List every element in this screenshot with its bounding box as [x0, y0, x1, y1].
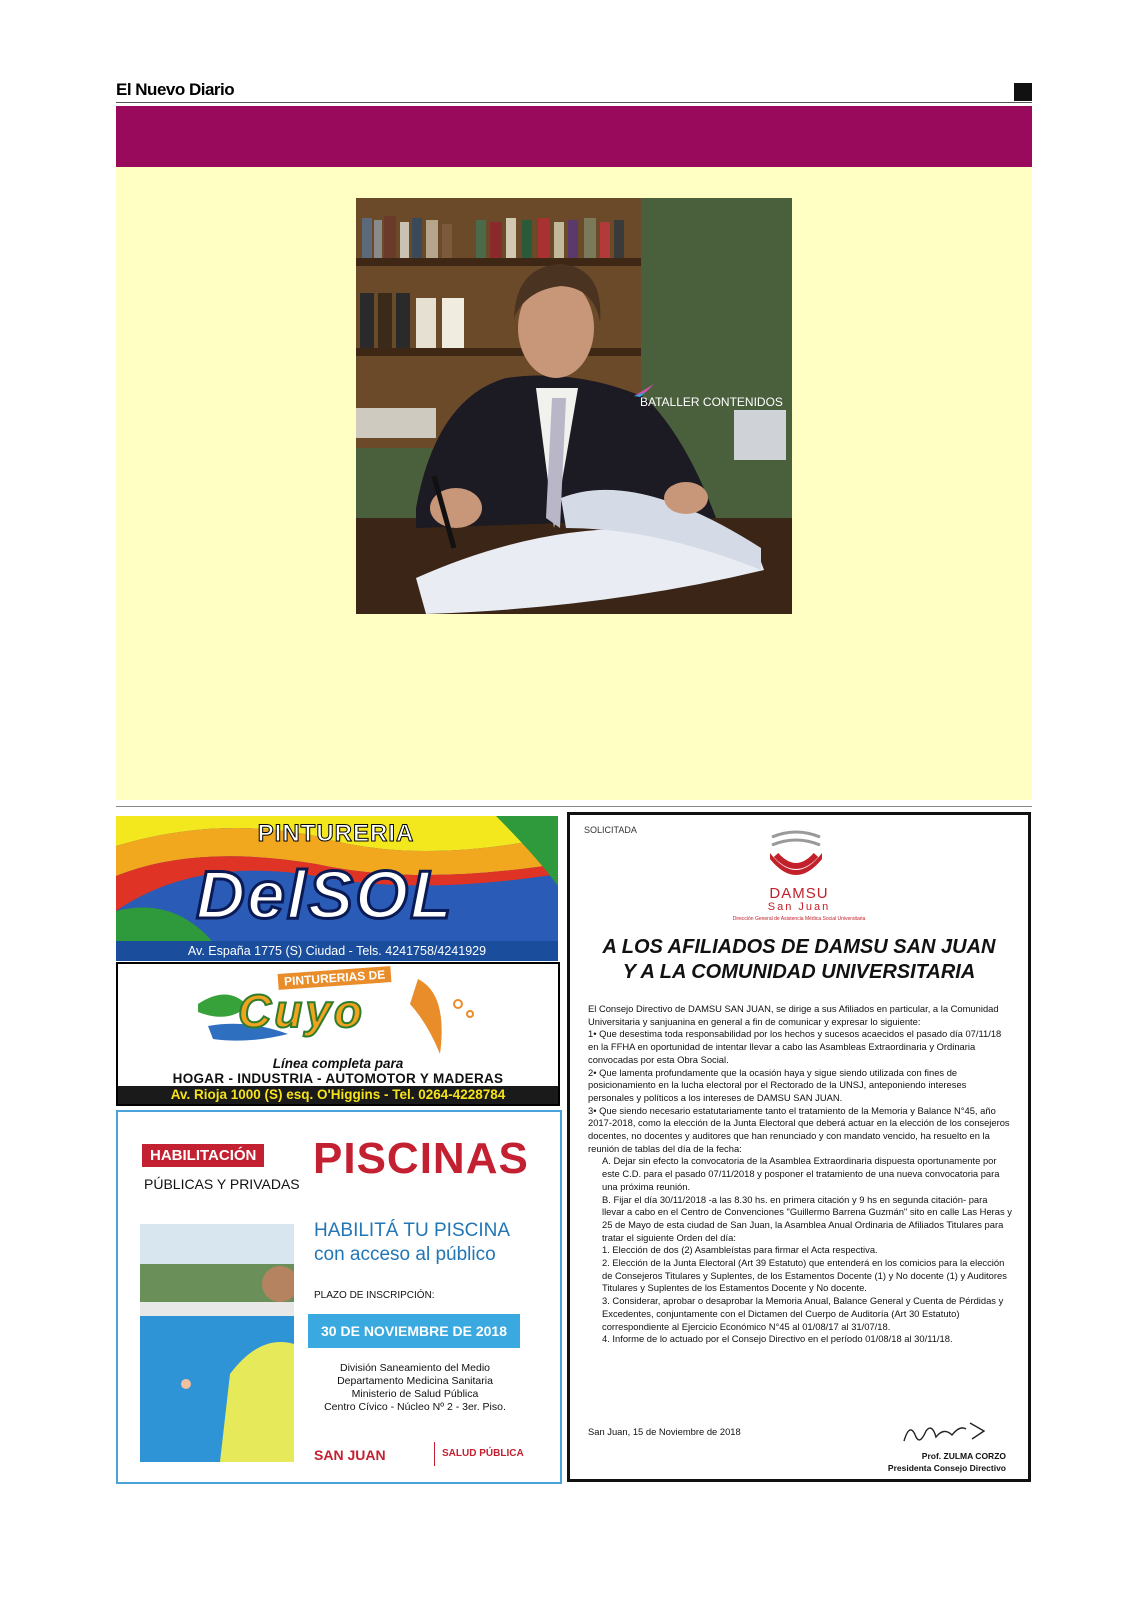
ad-piscinas[interactable] [116, 1110, 562, 1484]
salud-publica-logo: SALUD PÚBLICA [442, 1448, 524, 1459]
pool-badge-sub: PÚBLICAS Y PRIVADAS [144, 1176, 300, 1192]
ad-cuyo-brand: Cuyo [238, 985, 365, 1037]
ad-cuyo-address: Av. Rioja 1000 (S) esq. O'Higgins - Tel. 0264-4228784 [118, 1086, 558, 1104]
pool-plazo: PLAZO DE INSCRIPCIÓN: [314, 1290, 435, 1301]
damsu-logo-icon [766, 829, 826, 885]
purple-band [116, 106, 1032, 167]
notice-intro: El Consejo Directivo de DAMSU SAN JUAN, se dirige a sus Afiliados en particular, a la Comunidad Universitaria y sanjuanina en general a fin de comunicar y expresar lo siguiente: [588, 1003, 999, 1027]
pool-info-line: Ministerio de Salud Pública [351, 1388, 479, 1400]
damsu-city: San Juan [767, 901, 831, 913]
header-square [1014, 83, 1032, 101]
section-rule [116, 806, 1032, 807]
solicitada-notice [567, 812, 1031, 1482]
masthead: El Nuevo Diario [116, 80, 235, 99]
notice-point-3: 3• Que siendo necesario estatutariamente tanto el tratamiento de la Memoria y Balance N°45, año 2017-2018, como la elección de la Junta Electoral que deberá actuar en la elección de los consejeros docentes, no docentes y auditores que han renunciado y con mandato vencido, ha resuelto en la reunión de tablas del día de la fecha: [588, 1104, 1010, 1154]
signature [900, 1417, 990, 1449]
ad-sol-title: PINTURERIA [257, 820, 415, 847]
pool-badge: HABILITACIÓN [142, 1144, 264, 1167]
notice-agenda-3: 3. Considerar, aprobar o desaprobar la Memoria Anual, Balance General y Cuenta de Pérdidas y Excedentes, conjuntamente con el Dictamen del Cuerpo de Auditoría (Art 30 Estatuto) correspondiente al Ejercicio Económico N°45 al 01/08/17 al 31/07/18. [602, 1295, 1004, 1332]
pool-info-line: División Saneamiento del Medio [340, 1362, 490, 1374]
pool-headline1: HABILITÁ TU PISCINA [314, 1220, 511, 1241]
ad-cuyo-small: PINTURERIAS DE [278, 966, 392, 990]
notice-date: San Juan, 15 de Noviembre de 2018 [588, 1426, 741, 1437]
notice-point-2: 2• Que lamenta profundamente que la ocasión haya y sigue siendo utilizada con fines de posicionamiento en la lucha electoral por el Rectorado de la UNSJ, anteponiendo intereses personales y políticos a los intereses de DAMSU SAN JUAN. [588, 1066, 967, 1103]
header-rule [116, 102, 1032, 103]
photo-watermark: BATALLER CONTENIDOS [640, 395, 783, 409]
ad-cuyo-line1: Línea completa para [272, 1056, 404, 1071]
notice-point-a: A. Dejar sin efecto la convocatoria de la Asamblea Extraordinaria dispuesta oportunamente por este C.D. para el pasado 07/11/2018 y posponer el tratamiento de una nueva convocatoria para una próxima reunión. [602, 1155, 1000, 1192]
signer-name: Prof. ZULMA CORZO [921, 1451, 1006, 1461]
pool-headline2: con acceso al público [314, 1244, 496, 1265]
ad-pintureria-del-sol[interactable] [116, 816, 558, 961]
ad-sol-brand: DelSOL [196, 857, 454, 933]
pool-title: PISCINAS [313, 1134, 529, 1183]
notice-agenda-4: 4. Informe de lo actuado por el Consejo Directivo en el período 01/08/18 al 30/11/18. [602, 1333, 953, 1345]
ad-sol-address: Av. España 1775 (S) Ciudad - Tels. 4241758/4241929 [116, 941, 558, 961]
notice-kicker: SOLICITADA [584, 825, 637, 835]
signer-role: Presidenta Consejo Directivo [887, 1463, 1006, 1473]
notice-title-line2: Y A LA COMUNIDAD UNIVERSITARIA [622, 961, 976, 983]
logo-divider [434, 1442, 435, 1466]
ad-pinturerias-de-cuyo[interactable] [116, 962, 560, 1106]
damsu-tagline: Dirección General de Asistencia Médica Social Universitaria [732, 916, 866, 922]
pool-info-line: Departamento Medicina Sanitaria [337, 1375, 493, 1387]
pool-photo [140, 1224, 294, 1462]
notice-agenda-1: 1. Elección de dos (2) Asambleístas para firmar el Acta respectiva. [602, 1244, 878, 1256]
pool-info-line: Centro Cívico - Núcleo Nº 2 - 3er. Piso. [324, 1401, 506, 1413]
notice-agenda-2: 2. Elección de la Junta Electoral (Art 39 Estatuto) que entenderá en los comicios para la elección de Consejeros Titulares y Suplentes, de los Estamentos Docente (1) y No docente (1) y Auditores Titulares y Suplentes de los Estamentos Docente y No docente. [602, 1257, 1007, 1294]
san-juan-logo: SAN JUAN [314, 1447, 386, 1463]
pool-deadline: 30 DE NOVIEMBRE DE 2018 [308, 1314, 520, 1348]
notice-body [588, 1003, 1012, 1346]
notice-point-1: 1• Que desestima toda responsabilidad por los hechos y sucesos acaecidos el pasado día 07/11/18 en la FFHA en oportunidad de intentar llevar a cabo las Asambleas Extraordinaria y Ordinaria convocadas por esta Obra Social. [588, 1028, 1002, 1065]
notice-title-line1: A LOS AFILIADOS DE DAMSU SAN JUAN [602, 936, 996, 958]
ad-cuyo-line2: HOGAR - INDUSTRIA - AUTOMOTOR Y MADERAS [172, 1071, 504, 1086]
notice-point-b: B. Fijar el día 30/11/2018 -a las 8.30 hs. en primera citación y 9 hs en segunda citación- para llevar a cabo en el Centro de Convenciones "Guillermo Barrena Guzmán" sito en calle Las Heras y 25 de Mayo de esta ciudad de San Juan, la Asamblea Anual Ordinaria de Afiliados Titulares para tratar el siguiente Orden del día: [602, 1193, 1012, 1243]
damsu-name: DAMSU [769, 885, 829, 902]
